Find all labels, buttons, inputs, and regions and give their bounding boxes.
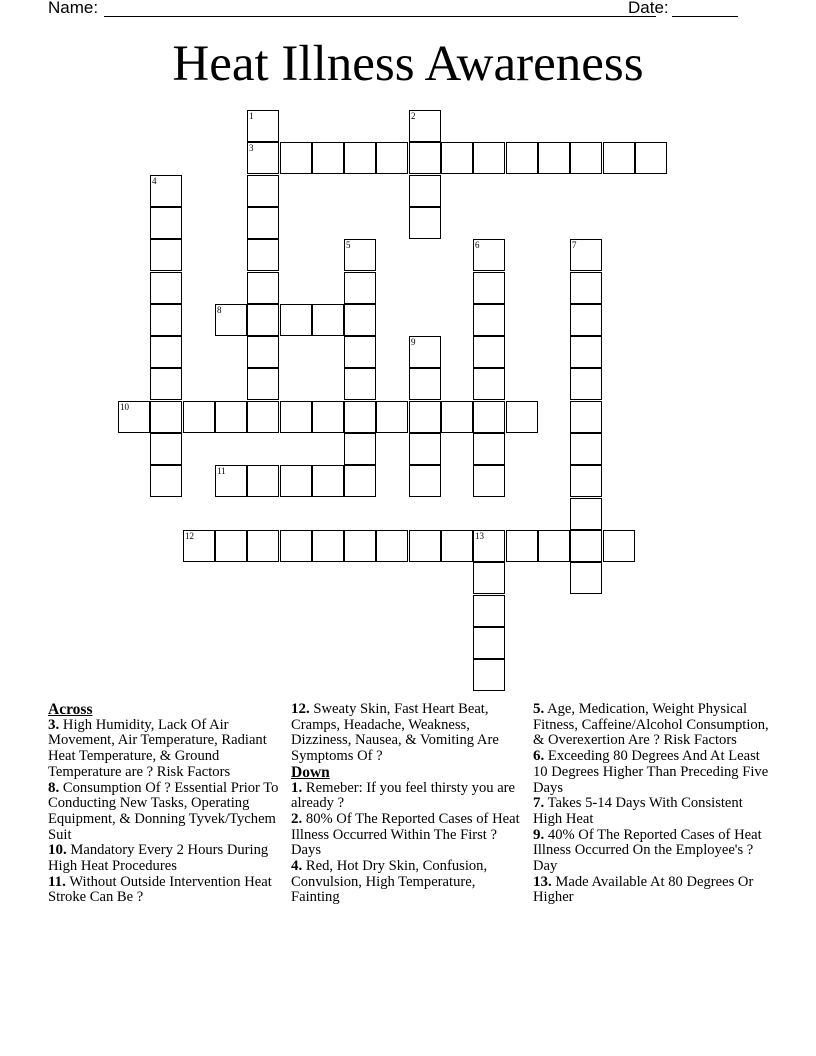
crossword-cell[interactable]	[473, 401, 505, 433]
crossword-cell[interactable]	[150, 304, 182, 336]
crossword-cell[interactable]	[570, 239, 602, 271]
page-title: Heat Illness Awareness	[172, 36, 644, 92]
crossword-cell[interactable]	[473, 304, 505, 336]
clue-text: Sweaty Skin, Fast Heart Beat, Cramps, Headache, Weakness, Dizziness, Nausea, & Vomiting Are Symptoms Of ?	[291, 701, 499, 765]
crossword-cell[interactable]	[473, 659, 505, 691]
crossword-cell[interactable]	[473, 562, 505, 594]
crossword-cell[interactable]	[570, 530, 602, 562]
clue-number: 1.	[291, 779, 303, 796]
crossword-cell[interactable]	[247, 336, 279, 368]
crossword-cell[interactable]	[603, 530, 635, 562]
crossword-cell[interactable]	[570, 433, 602, 465]
crossword-cell[interactable]	[506, 530, 538, 562]
crossword-cell[interactable]	[409, 433, 441, 465]
clue-text: Made Available At 80 Degrees Or Higher	[533, 873, 754, 906]
crossword-cell[interactable]	[409, 368, 441, 400]
crossword-cell[interactable]	[183, 530, 215, 562]
crossword-cell[interactable]	[344, 433, 376, 465]
cell-number: 12	[185, 531, 194, 541]
cell-number: 13	[475, 531, 484, 541]
crossword-cell[interactable]	[312, 142, 344, 174]
clue	[291, 859, 523, 906]
crossword-cell[interactable]	[344, 465, 376, 497]
clue-text: Without Outside Intervention Heat Stroke Can Be ?	[48, 873, 272, 906]
crossword-cell[interactable]	[409, 110, 441, 142]
cell-number: 6	[475, 240, 480, 250]
crossword-cell[interactable]	[570, 465, 602, 497]
crossword-cell[interactable]	[280, 401, 312, 433]
cell-number: 11	[217, 466, 226, 476]
crossword-cell[interactable]	[538, 530, 570, 562]
clues-column-1	[48, 702, 280, 906]
crossword-cell[interactable]	[247, 368, 279, 400]
crossword-cell[interactable]	[473, 336, 505, 368]
crossword-cell[interactable]	[280, 142, 312, 174]
crossword-cell[interactable]	[376, 401, 408, 433]
clue-text: High Humidity, Lack Of Air Movement, Air Temperature, Radiant Heat Temperature, & Ground Temperature are ? Risk Factors	[48, 716, 267, 780]
down-heading: Down	[291, 763, 330, 781]
clue	[533, 749, 773, 796]
clue-number: 3.	[48, 716, 60, 733]
clue-text: 40% Of The Reported Cases of Heat Illness Occurred On the Employee's ? Day	[533, 826, 762, 875]
crossword-cell[interactable]	[150, 207, 182, 239]
crossword-cell[interactable]	[473, 465, 505, 497]
clue-number: 7.	[533, 795, 545, 812]
clue	[533, 875, 773, 906]
clue-number: 6.	[533, 748, 545, 765]
clue-number: 8.	[48, 779, 60, 796]
crossword-cell[interactable]	[409, 530, 441, 562]
crossword-cell[interactable]	[150, 272, 182, 304]
clue-text: Age, Medication, Weight Physical Fitness, Caffeine/Alcohol Consumption, & Overexertion Are ? Risk Factors	[533, 701, 769, 749]
clue-number: 10.	[48, 842, 67, 859]
crossword-cell[interactable]	[247, 304, 279, 336]
clue-number: 2.	[291, 810, 303, 827]
clue	[291, 781, 523, 812]
crossword-cell[interactable]	[344, 304, 376, 336]
clue-text: Exceeding 80 Degrees And At Least 10 Degrees Higher Than Preceding Five Days	[533, 748, 769, 796]
crossword-cell[interactable]	[150, 465, 182, 497]
crossword-cell[interactable]	[312, 465, 344, 497]
cell-number: 3	[249, 143, 254, 153]
date-label: Date:	[628, 0, 669, 17]
crossword-cell[interactable]	[409, 175, 441, 207]
clue	[48, 875, 280, 906]
clue	[291, 812, 523, 859]
clue	[48, 843, 280, 874]
clue	[533, 702, 773, 749]
crossword-cell[interactable]	[506, 401, 538, 433]
cell-number: 9	[411, 337, 416, 347]
crossword-cell[interactable]	[247, 239, 279, 271]
crossword-cell[interactable]	[344, 142, 376, 174]
crossword-cell[interactable]	[473, 627, 505, 659]
crossword-cell[interactable]	[570, 401, 602, 433]
crossword-cell[interactable]	[409, 465, 441, 497]
crossword-cell[interactable]	[312, 530, 344, 562]
name-label: Name:	[48, 0, 99, 17]
crossword-cell[interactable]	[635, 142, 667, 174]
clue-number: 4.	[291, 858, 303, 875]
clue-text: Takes 5-14 Days With Consistent High Heat	[533, 795, 743, 827]
crossword-cell[interactable]	[247, 175, 279, 207]
across-heading: Across	[48, 701, 93, 718]
crossword-cell[interactable]	[150, 239, 182, 271]
cell-number: 1	[249, 111, 254, 121]
clue-number: 5.	[533, 701, 545, 717]
crossword-cell[interactable]	[570, 562, 602, 594]
crossword-cell[interactable]	[150, 368, 182, 400]
crossword-cell[interactable]	[570, 368, 602, 400]
crossword-cell[interactable]	[409, 401, 441, 433]
crossword-cell[interactable]	[570, 272, 602, 304]
crossword-cell[interactable]	[280, 530, 312, 562]
crossword-cell[interactable]	[344, 401, 376, 433]
clue	[48, 781, 280, 844]
crossword-cell[interactable]	[473, 530, 505, 562]
clue	[533, 828, 773, 875]
crossword-cell[interactable]	[409, 336, 441, 368]
crossword-cell[interactable]	[473, 368, 505, 400]
clue-text: Remeber: If you feel thirsty you are already ?	[291, 779, 516, 812]
crossword-cell[interactable]	[247, 207, 279, 239]
crossword-cell[interactable]	[473, 142, 505, 174]
crossword-cell[interactable]	[570, 304, 602, 336]
cell-number: 2	[411, 111, 416, 121]
crossword-cell[interactable]	[409, 142, 441, 174]
crossword-cell[interactable]	[247, 530, 279, 562]
cell-number: 4	[152, 176, 157, 186]
crossword-cell[interactable]	[150, 433, 182, 465]
crossword-cell[interactable]	[150, 336, 182, 368]
crossword-cell[interactable]	[344, 530, 376, 562]
crossword-cell[interactable]	[376, 530, 408, 562]
crossword-cell[interactable]	[441, 530, 473, 562]
cell-number: 8	[217, 305, 222, 315]
crossword-cell[interactable]	[570, 336, 602, 368]
clue-text: Mandatory Every 2 Hours During High Heat Procedures	[48, 842, 269, 875]
clue-number: 11.	[48, 873, 66, 890]
crossword-cell[interactable]	[247, 401, 279, 433]
crossword-cell[interactable]	[247, 272, 279, 304]
clue-number: 9.	[533, 826, 545, 843]
crossword-cell[interactable]	[538, 142, 570, 174]
crossword-cell[interactable]	[215, 304, 247, 336]
crossword-cell[interactable]	[344, 272, 376, 304]
crossword-cell[interactable]	[473, 239, 505, 271]
crossword-cell[interactable]	[215, 530, 247, 562]
crossword-cell[interactable]	[344, 368, 376, 400]
crossword-cell[interactable]	[215, 401, 247, 433]
clue	[291, 702, 523, 765]
clue-number: 13.	[533, 873, 552, 890]
crossword-cell[interactable]	[344, 239, 376, 271]
crossword-cell[interactable]	[280, 304, 312, 336]
crossword-cell[interactable]	[150, 401, 182, 433]
crossword-cell[interactable]	[441, 142, 473, 174]
crossword-cell[interactable]	[570, 498, 602, 530]
clues-column-3	[533, 702, 773, 906]
crossword-cell[interactable]	[215, 465, 247, 497]
clues-column-2	[291, 702, 523, 906]
cell-number: 7	[572, 240, 577, 250]
cell-number: 10	[120, 402, 129, 412]
crossword-cell[interactable]	[376, 142, 408, 174]
clue-text: Red, Hot Dry Skin, Confusion, Convulsion, High Temperature, Fainting	[291, 858, 488, 906]
crossword-cell[interactable]	[344, 336, 376, 368]
crossword-cell[interactable]	[150, 175, 182, 207]
crossword-cell[interactable]	[183, 401, 215, 433]
clue	[533, 796, 773, 827]
crossword-cell[interactable]	[473, 433, 505, 465]
clue-text: Consumption Of ? Essential Prior To Conducting New Tasks, Operating Equipment, & Donning Tyvek/Tychem Suit	[48, 779, 279, 843]
crossword-cell[interactable]	[603, 142, 635, 174]
crossword-cell[interactable]	[312, 401, 344, 433]
crossword-cell[interactable]	[247, 465, 279, 497]
crossword-cell[interactable]	[247, 110, 279, 142]
clue	[48, 718, 280, 781]
clue-number: 12.	[291, 701, 310, 717]
crossword-cell[interactable]	[409, 207, 441, 239]
crossword-cell[interactable]	[247, 142, 279, 174]
cell-number: 5	[346, 240, 351, 250]
crossword-cell[interactable]	[312, 304, 344, 336]
crossword-cell[interactable]	[570, 142, 602, 174]
crossword-cell[interactable]	[441, 401, 473, 433]
crossword-cell[interactable]	[280, 465, 312, 497]
crossword-cell[interactable]	[506, 142, 538, 174]
crossword-cell[interactable]	[473, 272, 505, 304]
crossword-cell[interactable]	[473, 595, 505, 627]
crossword-cell[interactable]	[118, 401, 150, 433]
clue-text: 80% Of The Reported Cases of Heat Illness Occurred Within The First ? Days	[291, 810, 520, 859]
